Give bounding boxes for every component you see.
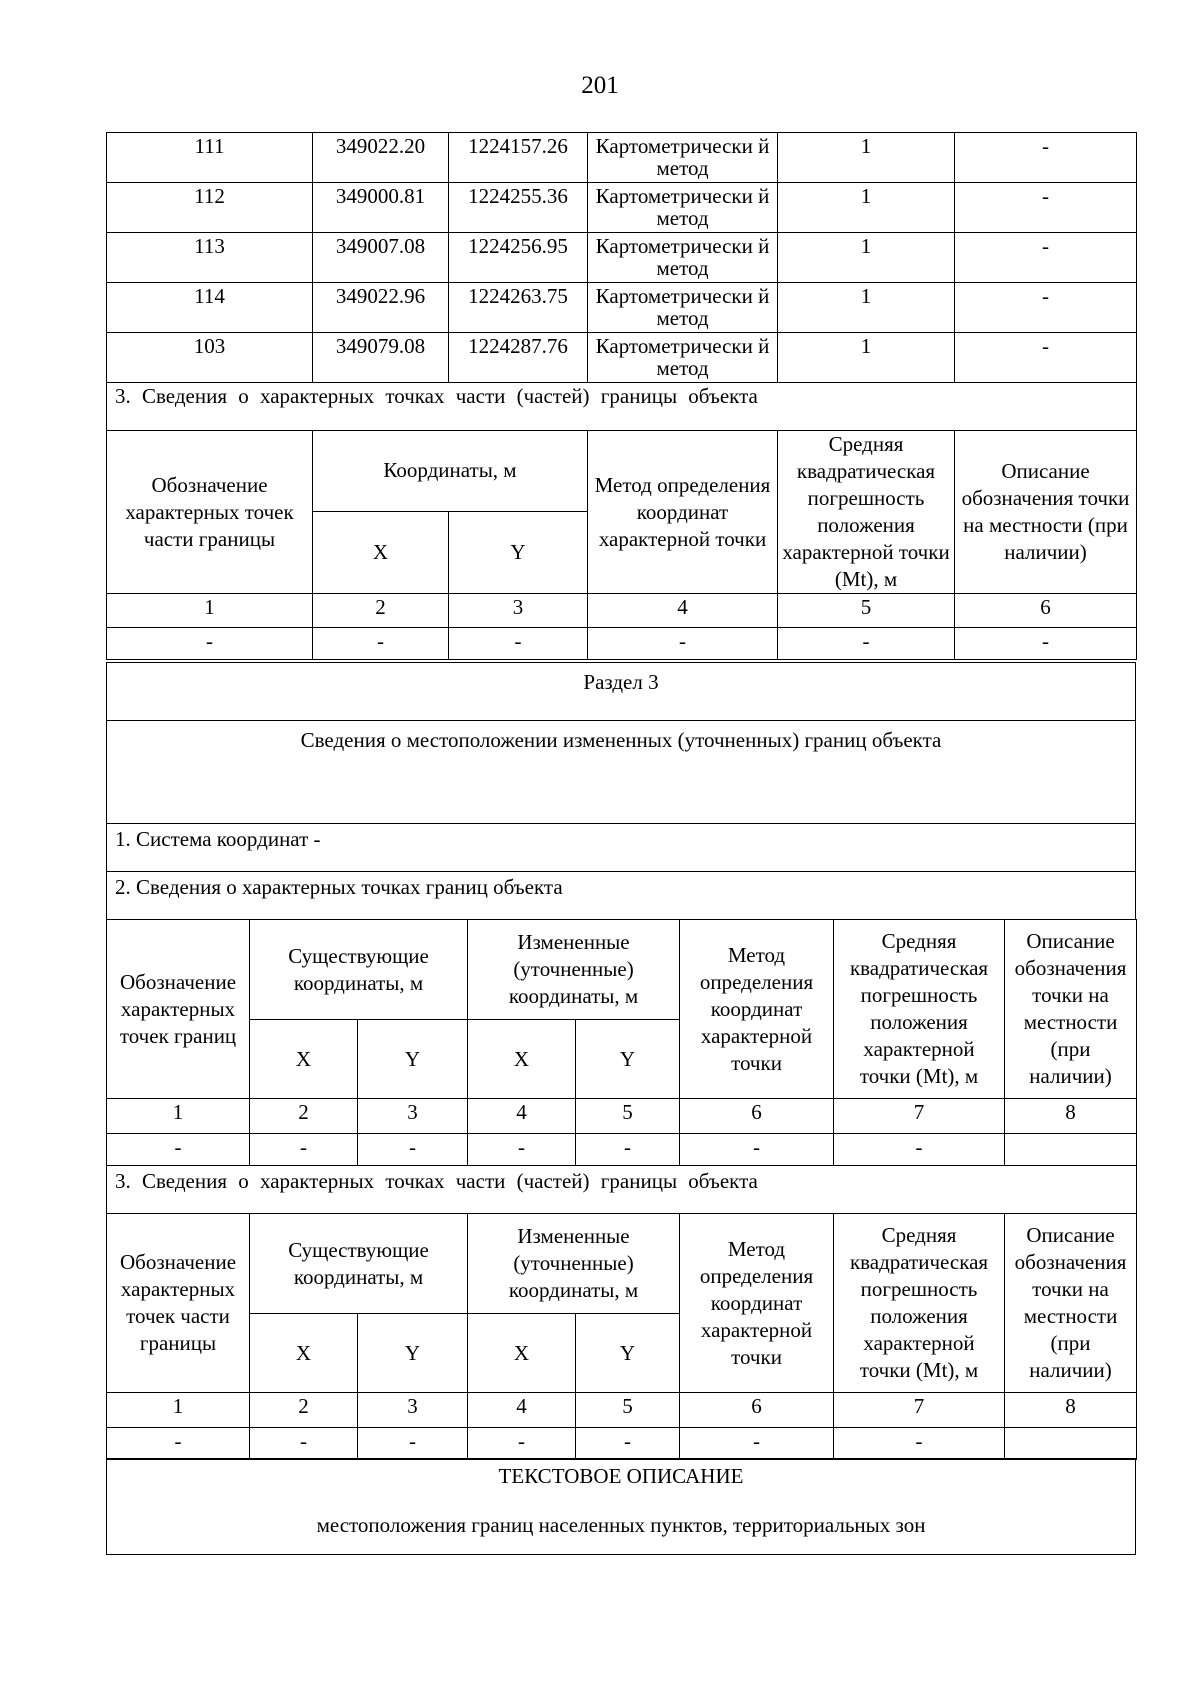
table-row (107, 283, 1137, 333)
s3p-header-changed: Измененные (уточненные) координаты, м (468, 1214, 680, 1314)
header-y: Y (449, 511, 588, 593)
empty-cell: - (107, 1428, 250, 1460)
s3-header-error: Средняя квадратическая погрешность положения характерной точки (Mt), м (834, 920, 1005, 1099)
cell-id: 103 (107, 333, 313, 383)
empty-cell: - (107, 1134, 250, 1166)
cell-mt: 1 (778, 133, 955, 183)
text-description-title: ТЕКСТОВОЕ ОПИСАНИЕ (498, 1464, 744, 1488)
s3-header-y1: Y (358, 1020, 468, 1099)
empty-cell: - (250, 1428, 358, 1460)
cell-method: Картометрически й метод (588, 233, 778, 283)
cell-id: 112 (107, 183, 313, 233)
s3p-header-y2: Y (576, 1314, 680, 1393)
s3-header-method: Метод определения координат характерной точки (680, 920, 834, 1099)
col-num: 1 (107, 594, 313, 628)
col-num: 5 (778, 594, 955, 628)
header-coordinates: Координаты, м (313, 431, 588, 512)
s3-header-y2: Y (576, 1020, 680, 1099)
text-description-block (106, 1458, 1136, 1555)
table-row (107, 233, 1137, 283)
cell-desc: - (955, 133, 1137, 183)
cell-x: 349000.81 (313, 183, 449, 233)
empty-cell (1005, 1134, 1137, 1166)
section3-heading: Раздел 3 (107, 663, 1136, 721)
col-num: 4 (588, 594, 778, 628)
empty-cell: - (107, 628, 313, 660)
col-num: 7 (834, 1393, 1005, 1428)
empty-cell: - (834, 1428, 1005, 1460)
col-num: 8 (1005, 1393, 1137, 1428)
section-part-title: 3. Сведения о характерных точках части (частей) границы объекта (107, 383, 1137, 431)
col-num: 2 (250, 1099, 358, 1134)
col-num: 2 (313, 594, 449, 628)
empty-cell: - (955, 628, 1137, 660)
s3-header-x1: X (250, 1020, 358, 1099)
s3p-header-description: Описание обозначения точки на местности (при наличии) (1005, 1214, 1137, 1393)
s3-header-existing: Существующие координаты, м (250, 920, 468, 1020)
s3-header-x2: X (468, 1020, 576, 1099)
text-description-subtitle: местоположения границ населенных пунктов, территориальных зон (316, 1513, 926, 1537)
table-row (107, 183, 1137, 233)
section3-part-title: 3. Сведения о характерных точках части (частей) границы объекта (107, 1166, 1137, 1214)
cell-mt: 1 (778, 183, 955, 233)
empty-cell: - (680, 1428, 834, 1460)
col-num: 8 (1005, 1099, 1137, 1134)
empty-cell: - (250, 1134, 358, 1166)
col-num: 3 (449, 594, 588, 628)
cell-method: Картометрически й метод (588, 133, 778, 183)
empty-cell: - (778, 628, 955, 660)
cell-desc: - (955, 233, 1137, 283)
cell-mt: 1 (778, 283, 955, 333)
header-x: X (313, 511, 449, 593)
section3-header-block (106, 662, 1136, 920)
header-designation: Обозначение характерных точек части границы (107, 431, 313, 594)
s3p-header-y1: Y (358, 1314, 468, 1393)
empty-cell: - (449, 628, 588, 660)
table-row (107, 333, 1137, 383)
section3-points-title: 2. Сведения о характерных точках границ объекта (107, 872, 1136, 920)
cell-method: Картометрически й метод (588, 283, 778, 333)
s3p-header-error: Средняя квадратическая погрешность положения характерной точки (Mt), м (834, 1214, 1005, 1393)
cell-y: 1224287.76 (449, 333, 588, 383)
col-num: 6 (680, 1393, 834, 1428)
col-num: 3 (358, 1099, 468, 1134)
empty-cell: - (468, 1428, 576, 1460)
s3p-header-method: Метод определения координат характерной точки (680, 1214, 834, 1393)
cell-y: 1224263.75 (449, 283, 588, 333)
empty-cell: - (313, 628, 449, 660)
s3-header-designation: Обозначение характерных точек границ (107, 920, 250, 1099)
col-num: 5 (576, 1099, 680, 1134)
cell-id: 114 (107, 283, 313, 333)
header-method: Метод определения координат характерной точки (588, 431, 778, 594)
empty-cell: - (468, 1134, 576, 1166)
cell-mt: 1 (778, 233, 955, 283)
header-error: Средняя квадратическая погрешность положения характерной точки (Mt), м (778, 431, 955, 594)
cell-y: 1224256.95 (449, 233, 588, 283)
cell-y: 1224255.36 (449, 183, 588, 233)
col-num: 3 (358, 1393, 468, 1428)
cell-x: 349022.96 (313, 283, 449, 333)
empty-cell: - (680, 1134, 834, 1166)
col-num: 1 (107, 1393, 250, 1428)
empty-cell: - (358, 1134, 468, 1166)
col-num: 4 (468, 1393, 576, 1428)
page-number: 201 (581, 72, 619, 99)
header-description: Описание обозначения точки на местности (при наличии) (955, 431, 1137, 594)
cell-desc: - (955, 333, 1137, 383)
points-table-8col (106, 919, 1136, 1460)
col-num: 4 (468, 1099, 576, 1134)
empty-cell: - (834, 1134, 1005, 1166)
coordinate-system: 1. Система координат - (107, 824, 1136, 872)
cell-y: 1224157.26 (449, 133, 588, 183)
cell-id: 113 (107, 233, 313, 283)
cell-x: 349007.08 (313, 233, 449, 283)
col-num: 2 (250, 1393, 358, 1428)
cell-id: 111 (107, 133, 313, 183)
s3-header-changed: Измененные (уточненные) координаты, м (468, 920, 680, 1020)
col-num: 1 (107, 1099, 250, 1134)
table-row (107, 133, 1137, 183)
points-table-6col (106, 132, 1136, 660)
cell-desc: - (955, 283, 1137, 333)
s3p-header-x2: X (468, 1314, 576, 1393)
empty-cell: - (358, 1428, 468, 1460)
empty-cell: - (576, 1134, 680, 1166)
col-num: 7 (834, 1099, 1005, 1134)
col-num: 6 (680, 1099, 834, 1134)
cell-method: Картометрически й метод (588, 333, 778, 383)
cell-desc: - (955, 183, 1137, 233)
s3p-header-existing: Существующие координаты, м (250, 1214, 468, 1314)
s3p-header-x1: X (250, 1314, 358, 1393)
empty-cell: - (576, 1428, 680, 1460)
section3-subheading: Сведения о местоположении измененных (уточненных) границ объекта (107, 721, 1136, 824)
cell-method: Картометрически й метод (588, 183, 778, 233)
s3-header-description: Описание обозначения точки на местности (при наличии) (1005, 920, 1137, 1099)
col-num: 5 (576, 1393, 680, 1428)
cell-x: 349079.08 (313, 333, 449, 383)
s3p-header-designation: Обозначение характерных точек части границы (107, 1214, 250, 1393)
cell-mt: 1 (778, 333, 955, 383)
col-num: 6 (955, 594, 1137, 628)
text-description (107, 1459, 1136, 1555)
empty-cell: - (588, 628, 778, 660)
empty-cell (1005, 1428, 1137, 1460)
cell-x: 349022.20 (313, 133, 449, 183)
